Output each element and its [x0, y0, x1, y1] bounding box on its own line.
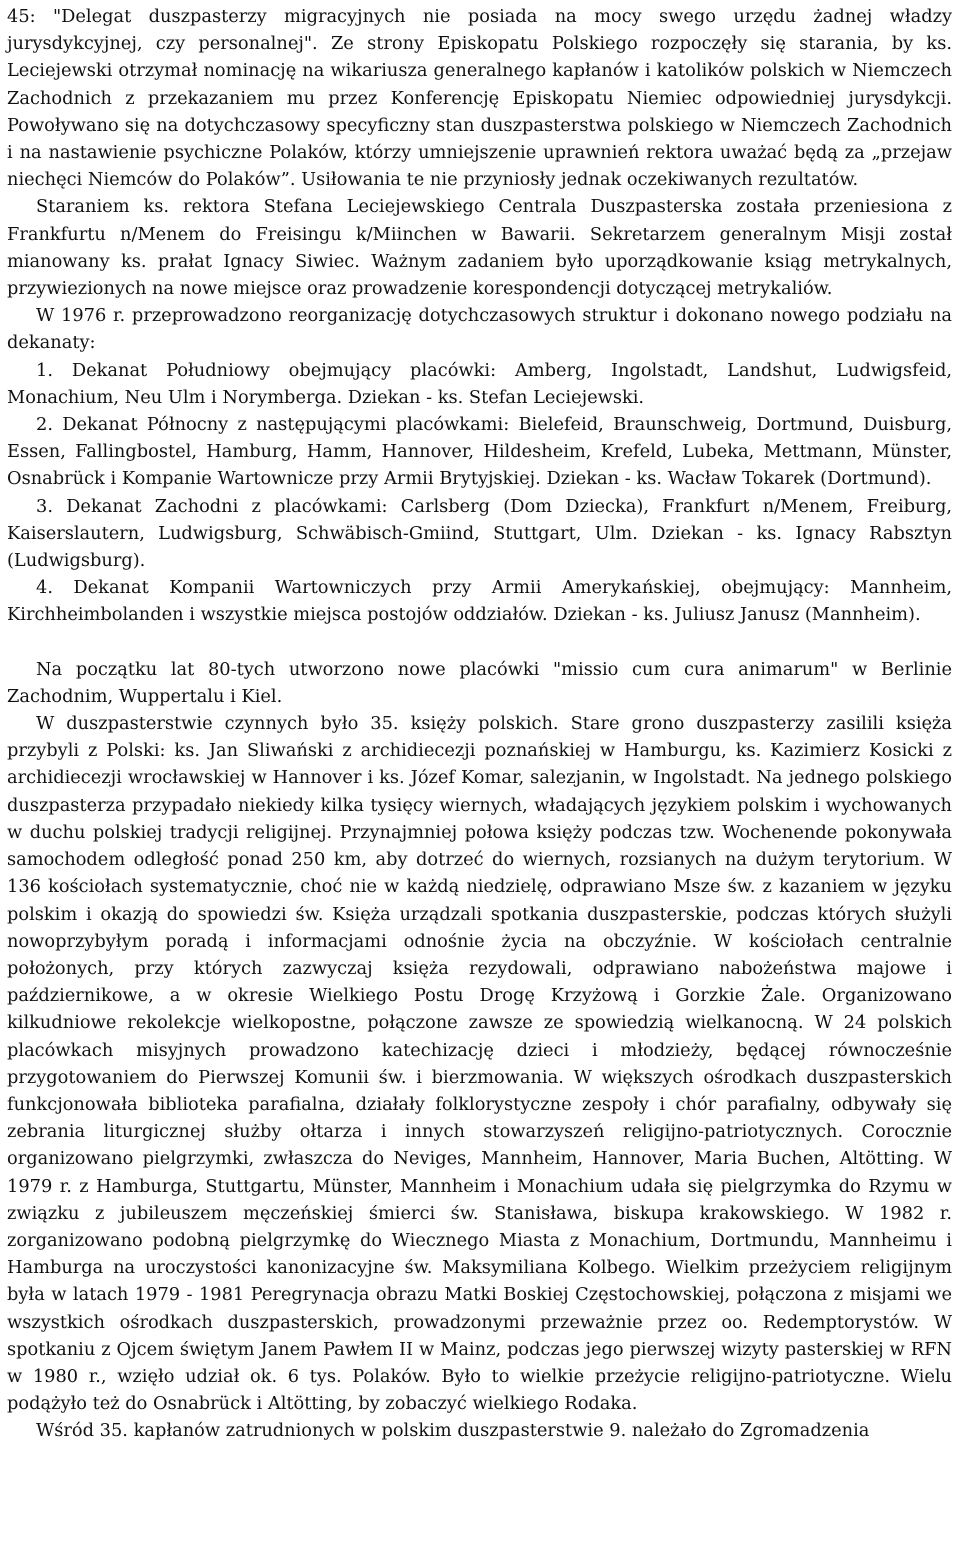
list-item-deanery-north: 2. Dekanat Północny z następującymi placówkami: Bielefeid, Braunschweig, Dortmund, Duisburg, Essen, Fallingbostel, Hamburg, Hamm, Hannover, Hildesheim, Krefeld, Lubeka, Mettmann, Münster, Osnabrück i Kompanie Wartownicze przy Armii Brytyjskiej. Dziekan - ks. Wacław Tokarek (Dortmund). — [7, 414, 952, 490]
paragraph-priests-congregations: Wśród 35. kapłanów zatrudnionych w polskim duszpasterstwie 9. należało do Zgromadzenia — [36, 1420, 870, 1442]
paragraph-new-missions: Na początku lat 80-tych utworzono nowe placówki "missio cum cura animarum" w Berlinie Zachodnim, Wuppertalu i Kiel. — [7, 658, 952, 707]
paragraph-central-office: Staraniem ks. rektora Stefana Leciejewskiego Centrala Duszpasterska została przeniesiona z Frankfurtu n/Menem do Freisingu k/Miinchen w Bawarii. Sekretarzem generalnym Misji został mianowany ks. prałat Ignacy Siwiec. Ważnym zadaniem było uporządkowanie ksiąg metrykalnych, przywiezionych na nowe miejsce oraz prowadzenie korespondencji dotyczącej metrykaliów. — [7, 196, 952, 300]
list-item-deanery-west: 3. Dekanat Zachodni z placówkami: Carlsberg (Dom Dziecka), Frankfurt n/Menem, Freiburg, Kaiserslautern, Ludwigsburg, Schwäbisch-Gmiind, Stuttgart, Ulm. Dziekan - ks. Ignacy Rabsztyn (Ludwigsburg). — [7, 495, 952, 572]
paragraph-pastoral-activity: W duszpasterstwie czynnych było 35. księży polskich. Stare grono duszpasterzy zasilili księża przybyli z Polski: ks. Jan Sliwański z archidiecezji poznańskiej w Hamburgu, ks. Kazimierz Kosicki z archidiecezji wrocławskiej w Hannover i ks. Józef Komar, salezjanin, w Ingolstadt. Na jednego polskiego duszpasterza przypadało niekiedy kilka tysięcy wiernych, władających językiem polskim i wychowanych w duchu polskiej tradycji religijnej. Przynajmniej połowa księży podczas tzw. Wochenende pokonywała samochodem odległość ponad 250 km, aby dotrzeć do wiernych, rozsianych na dużym terytorium. W 136 kościołach systematycznie, choć nie w każdą niedzielę, odprawiano Msze św. z kazaniem w języku polskim i okazją do spowiedzi św. Księża urządzali spotkania duszpasterskie, podczas których służyli nowoprzybyłym poradą i informacjami odnośnie życia na obczyźnie. W kościołach centralnie położonych, przy których zazwyczaj księża rezydowali, odprawiano nabożeństwa majowe i październikowe, a w okresie Wielkiego Postu Drogę Krzyżową i Gorzkie Żale. Organizowano kilkudniowe rekolekcje wielkopostne, połączone zawsze ze spowiedzią wielkanocną. W 24 polskich placówkach misyjnych prowadzono katechizację dzieci i młodzieży, będącej równocześnie przygotowaniem do Pierwszej Komunii św. i bierzmowania. W większych ośrodkach duszpasterskich funkcjonowała biblioteka parafialna, działały folklorystyczne zespoły i chór parafialny, odbywały się zebrania liturgicznej służby ołtarza i innych stowarzyszeń religijno-patriotycznych. Corocznie organizowano pielgrzymki, zwłaszcza do Neviges, Mannheim, Hannover, Maria Buchen, Altötting. W 1979 r. z Hamburga, Stuttgartu, Münster, Mannheim i Monachium udała się pielgrzymka do Rzymu w związku z jubileuszem męczeńskiej śmierci św. Stanisława, biskupa krakowskiego. W 1982 r. zorganizowano podobną pielgrzymkę do Wiecznego Miasta z Monachium, Dortmundu, Mannheimu i Hamburga na uroczystości kanonizacyjne św. Maksymiliana Kolbego. Wielkim przeżyciem religijnym była w latach 1979 - 1981 Peregrynacja obrazu Matki Boskiej Częstochowskiej, połączona z misjami we wszystkich ośrodkach duszpasterskich, prowadzonymi przeważnie przez oo. Redemptorystów. W spotkaniu z Ojcem świętym Janem Pawłem II w Mainz, podczas jego pierwszej wizyty pasterskiej w RFN w 1980 r., wzięło udział ok. 6 tys. Polaków. Było to wielkie przeżycie religijno-patriotyczne. Wielu podążyło też do Osnabrück i Altötting, by zobaczyć wielkiego Rodaka. — [7, 713, 952, 1415]
list-item-deanery-guard-companies: 4. Dekanat Kompanii Wartowniczych przy Armii Amerykańskiej, obejmujący: Mannheim, Kirchheimbolanden i wszystkie miejsca postojów oddziałów. Dziekan - ks. Juliusz Janusz (Mannheim). — [7, 577, 952, 626]
paragraph-reorganization: W 1976 r. przeprowadzono reorganizację dotychczasowych struktur i dokonano nowego podziału na dekanaty: — [7, 305, 952, 354]
paragraph-jurisdiction: 45: "Delegat duszpasterzy migracyjnych nie posiada na mocy swego urzędu żadnej władzy jurysdykcyjnej, czy personalnej". Ze strony Episkopatu Polskiego rozpoczęły się starania, by ks. Leciejewski otrzymał nominację na wikariusza generalnego kapłanów i katolików polskich w Niemczech Zachodnich z przekazaniem mu przez Konferencję Episkopatu Niemiec odpowiedniej jurysdykcji. Powoływano się na dotychczasowy specyficzny stan duszpasterstwa polskiego w Niemczech Zachodnich i na nastawienie psychiczne Polaków, którzy umniejszenie uprawnień rektora uważać będą za „przejaw niechęci Niemców do Polaków”. Usiłowania te nie przyniosły jednak oczekiwanych rezultatów. — [7, 6, 952, 191]
list-item-deanery-south: 1. Dekanat Południowy obejmujący placówki: Amberg, Ingolstadt, Landshut, Ludwigsfeid, Monachium, Neu Ulm i Norymberga. Dziekan - ks. Stefan Leciejewski. — [7, 359, 952, 408]
